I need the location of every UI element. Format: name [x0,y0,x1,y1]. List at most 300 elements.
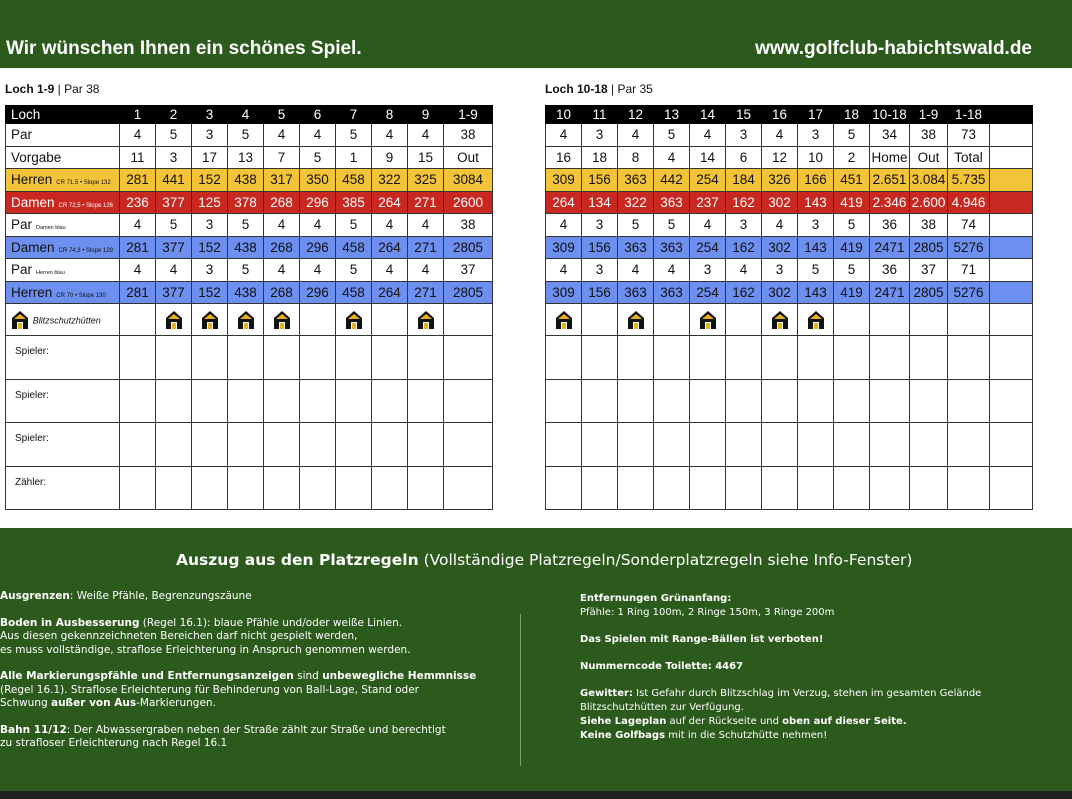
table-cell: 441 [156,169,192,192]
rule-ground-under-repair: Boden in Ausbesserung (Regel 16.1): blaue Pfähle und/oder weiße Linien. Aus diesen gekennzeichneten Bereichen darf nicht gespielt werden, es muss vollständige, straflose Erleichterung in Anspruch genommen werden. [0,616,411,656]
player-label: Spieler: [6,423,120,467]
table-cell: 143 [798,236,834,259]
score-input-cell[interactable] [546,423,582,467]
table-cell: 458 [336,236,372,259]
score-input-cell[interactable] [300,336,336,380]
player-row [546,336,1033,380]
row-sublabel: CR 72,5 • Slope 126 [58,202,113,209]
table-cell: 296 [300,236,336,259]
website-url: www.golfclub-habichtswald.de [755,38,1032,59]
table-cell: 4 [372,124,408,147]
score-input-cell[interactable] [870,466,910,510]
header-cell: 14 [690,106,726,124]
header-cell: 10-18 [870,106,910,124]
table-cell: 363 [654,191,690,214]
table-cell: 1 [336,146,372,169]
table-cell: 254 [690,169,726,192]
table-row [6,146,493,169]
score-input-cell[interactable] [654,466,690,510]
score-input-cell[interactable] [910,336,948,380]
score-input-cell[interactable] [300,466,336,510]
table-cell: 12 [762,146,798,169]
table-cell: 5 [618,214,654,237]
table-cell: 4 [300,259,336,282]
table-cell: 4 [372,259,408,282]
score-input-cell[interactable] [762,336,798,380]
row-label-text: Herren [11,172,53,188]
table-cell: 5 [156,214,192,237]
table-row [546,146,1033,169]
table-cell: 322 [372,169,408,192]
shelter-hut-icon [165,310,183,330]
table-cell: 2805 [444,236,493,259]
shelter-cell [120,304,156,336]
score-input-cell[interactable] [192,423,228,467]
score-input-cell[interactable] [156,336,192,380]
table-cell: 38 [910,214,948,237]
table-cell: 5 [834,259,870,282]
range-ball-notice: Das Spielen mit Range-Bällen ist verboten! [580,634,824,645]
table-cell [990,191,1033,214]
table-cell: 134 [582,191,618,214]
table-cell [990,214,1033,237]
score-input-cell[interactable] [228,423,264,467]
score-input-cell[interactable] [372,466,408,510]
table-cell: 2.346 [870,191,910,214]
score-input-cell[interactable] [726,466,762,510]
table-cell: 264 [372,236,408,259]
table-cell: Total [948,146,990,169]
shelter-label-cell [6,304,120,336]
shelter-hut-icon [345,310,363,330]
score-input-cell[interactable] [582,423,618,467]
score-input-cell[interactable] [192,379,228,423]
player-label: Zähler: [6,466,120,510]
row-label-text: Par [11,262,33,278]
score-input-cell[interactable] [948,423,990,467]
score-input-cell[interactable] [618,336,654,380]
table-cell: 8 [618,146,654,169]
score-input-cell[interactable] [120,379,156,423]
header-cell: 1-9 [910,106,948,124]
table-cell: 377 [156,281,192,304]
table-cell: 162 [726,281,762,304]
table-cell: 4 [690,124,726,147]
score-input-cell[interactable] [870,336,910,380]
header-row [6,106,493,124]
score-input-cell[interactable] [726,336,762,380]
table-cell: 264 [546,191,582,214]
shelter-cell [654,304,690,336]
table-cell: 4 [762,214,798,237]
table-cell: 3 [582,259,618,282]
shelter-cell [408,304,444,336]
table-cell: 4 [264,214,300,237]
table-cell: 302 [762,236,798,259]
table-cell: 296 [300,281,336,304]
shelter-cell [372,304,408,336]
table-cell [990,236,1033,259]
score-input-cell[interactable] [264,379,300,423]
score-input-cell[interactable] [690,379,726,423]
table-cell: 166 [798,169,834,192]
table-cell: 3 [762,259,798,282]
shelter-hut-icon [417,310,435,330]
score-input-cell[interactable] [870,379,910,423]
shelter-cell [192,304,228,336]
score-input-cell[interactable] [726,379,762,423]
table-row [6,259,493,282]
table-cell [990,259,1033,282]
table-cell: 4 [264,259,300,282]
shelter-hut-icon [11,310,29,330]
shelter-cell [762,304,798,336]
table-cell: 2805 [444,281,493,304]
table-cell: Out [910,146,948,169]
table-cell: 2 [834,146,870,169]
score-input-cell[interactable] [618,466,654,510]
header-cell: Loch [6,106,120,124]
header-cell [990,106,1033,124]
table-cell: 4 [546,124,582,147]
table-cell: 254 [690,236,726,259]
row-label [6,146,120,169]
table-cell: 5 [654,214,690,237]
table-cell: 3 [192,124,228,147]
table-cell: 264 [372,191,408,214]
table-cell: 438 [228,169,264,192]
table-row [546,236,1033,259]
score-input-cell[interactable] [798,466,834,510]
table-cell: 264 [372,281,408,304]
table-cell: 281 [120,169,156,192]
score-input-cell[interactable] [408,336,444,380]
table-cell: 3 [582,214,618,237]
table-cell: 73 [948,124,990,147]
score-input-cell[interactable] [120,466,156,510]
rule-out-of-bounds: Ausgrenzen: Weiße Pfähle, Begrenzungszäune [0,590,252,602]
table-cell: 5276 [948,281,990,304]
header-cell: 5 [264,106,300,124]
back-nine-scorecard [545,105,1033,510]
shelter-cell [834,304,870,336]
score-input-cell[interactable] [156,379,192,423]
score-input-cell[interactable] [910,466,948,510]
table-cell: 4 [408,214,444,237]
table-cell: 5 [156,124,192,147]
score-input-cell[interactable] [444,379,493,423]
table-cell: 18 [582,146,618,169]
player-row [6,466,493,510]
score-input-cell[interactable] [336,379,372,423]
table-cell: 9 [372,146,408,169]
table-cell: 5 [834,214,870,237]
rules-right-column [580,592,1060,743]
score-input-cell[interactable] [336,423,372,467]
table-cell: 3 [798,124,834,147]
shelter-cell [990,304,1033,336]
table-cell: 3084 [444,169,493,192]
shelter-row [6,304,493,336]
score-input-cell[interactable] [336,336,372,380]
player-row [546,466,1033,510]
table-cell: 309 [546,236,582,259]
table-cell: 419 [834,281,870,304]
column-divider [520,614,521,766]
table-cell: 363 [618,169,654,192]
shelter-row [546,304,1033,336]
score-input-cell[interactable] [192,336,228,380]
score-input-cell[interactable] [948,379,990,423]
score-input-cell[interactable] [654,423,690,467]
score-input-cell[interactable] [834,466,870,510]
score-input-cell[interactable] [444,466,493,510]
table-cell: 37 [910,259,948,282]
table-cell: 438 [228,236,264,259]
back-nine-label: Loch 10-18 | Par 35 [545,82,653,96]
table-cell: 271 [408,236,444,259]
score-input-cell[interactable] [690,336,726,380]
rules-heading: Auszug aus den Platzregeln (Vollständige Platzregeln/Sonderplatzregeln siehe Info-Fenster) [176,551,913,569]
toilet-code: Nummerncode Toilette: 4467 [580,661,744,672]
table-cell: 377 [156,191,192,214]
rule-obstructions: Alle Markierungspfähle und Entfernungsanzeigen sind unbewegliche Hemmnisse (Regel 16.1). Straflose Erleichterung für Behinderung von Ball-Lage, Stand oder Schwung außer von Aus-Markierungen. [0,670,477,709]
score-input-cell[interactable] [228,379,264,423]
header-cell: 18 [834,106,870,124]
table-cell: 4 [408,124,444,147]
table-row [6,169,493,192]
shelter-cell [228,304,264,336]
shelter-cell [156,304,192,336]
score-input-cell[interactable] [582,336,618,380]
shelter-hut-icon [273,310,291,330]
score-input-cell[interactable] [798,336,834,380]
header-cell: 10 [546,106,582,124]
score-input-cell[interactable] [834,379,870,423]
row-label [6,236,120,259]
score-input-cell[interactable] [990,379,1033,423]
player-label: Spieler: [6,336,120,380]
player-row [6,423,493,467]
table-cell: 4 [618,124,654,147]
table-cell: 3 [798,214,834,237]
table-cell: 5 [228,124,264,147]
shelter-hut-icon [201,310,219,330]
header-cell: 1 [120,106,156,124]
table-cell: 184 [726,169,762,192]
score-input-cell[interactable] [762,379,798,423]
table-cell: 3 [192,259,228,282]
row-label [6,259,120,282]
score-input-cell[interactable] [300,379,336,423]
score-input-cell[interactable] [372,423,408,467]
table-cell: 4 [726,259,762,282]
table-cell: 254 [690,281,726,304]
header-cell: 12 [618,106,654,124]
front-nine-scorecard [5,105,493,510]
score-input-cell[interactable] [228,466,264,510]
table-cell: 4 [300,124,336,147]
score-input-cell[interactable] [546,466,582,510]
table-cell: 4 [690,214,726,237]
score-input-cell[interactable] [798,379,834,423]
score-input-cell[interactable] [444,423,493,467]
table-cell: 5 [228,214,264,237]
table-cell: 34 [870,124,910,147]
score-input-cell[interactable] [120,336,156,380]
score-input-cell[interactable] [372,379,408,423]
table-cell: 5 [228,259,264,282]
table-row [6,236,493,259]
table-cell: 322 [618,191,654,214]
score-input-cell[interactable] [300,423,336,467]
table-cell: 419 [834,236,870,259]
score-input-cell[interactable] [156,466,192,510]
table-cell: 363 [618,281,654,304]
table-cell: 309 [546,169,582,192]
row-label [6,281,120,304]
table-cell: 3 [690,259,726,282]
header-cell: 15 [726,106,762,124]
header-cell: 2 [156,106,192,124]
shelter-hut-icon [555,310,573,330]
score-input-cell[interactable] [408,423,444,467]
score-input-cell[interactable] [910,423,948,467]
table-cell: 4 [120,124,156,147]
shelter-cell [690,304,726,336]
table-cell: 156 [582,169,618,192]
score-input-cell[interactable] [618,379,654,423]
table-cell: 152 [192,236,228,259]
table-cell: 125 [192,191,228,214]
shelter-cell [444,304,493,336]
table-cell: 350 [300,169,336,192]
score-input-cell[interactable] [264,336,300,380]
score-input-cell[interactable] [120,423,156,467]
table-cell: 16 [546,146,582,169]
score-input-cell[interactable] [618,423,654,467]
table-cell: 4 [654,146,690,169]
table-row [6,214,493,237]
table-cell: 268 [264,191,300,214]
score-input-cell[interactable] [228,336,264,380]
table-cell: 377 [156,236,192,259]
shelter-cell [798,304,834,336]
score-input-cell[interactable] [990,423,1033,467]
shelter-cell [870,304,910,336]
header-cell: 7 [336,106,372,124]
score-input-cell[interactable] [582,379,618,423]
score-input-cell[interactable] [192,466,228,510]
table-cell: 3 [192,214,228,237]
score-input-cell[interactable] [372,336,408,380]
score-input-cell[interactable] [948,336,990,380]
table-cell [990,124,1033,147]
table-cell: 363 [618,236,654,259]
score-input-cell[interactable] [834,423,870,467]
table-cell: 271 [408,281,444,304]
row-label [6,124,120,147]
footer-strip [0,791,1072,799]
table-cell: 4 [546,214,582,237]
table-cell: 3.084 [910,169,948,192]
table-cell: 458 [336,281,372,304]
table-cell: 326 [762,169,798,192]
score-input-cell[interactable] [546,336,582,380]
score-input-cell[interactable] [834,336,870,380]
score-input-cell[interactable] [654,336,690,380]
table-cell: 10 [798,146,834,169]
header-row [546,106,1033,124]
table-cell: 152 [192,169,228,192]
score-input-cell[interactable] [444,336,493,380]
table-cell: 363 [654,281,690,304]
table-cell: 156 [582,236,618,259]
header-cell: 17 [798,106,834,124]
row-sublabel: Herren blau [36,270,65,277]
score-input-cell[interactable] [654,379,690,423]
row-sublabel: CR 71,5 • Slope 132 [56,180,111,187]
table-cell: 4 [120,214,156,237]
score-input-cell[interactable] [336,466,372,510]
score-input-cell[interactable] [408,379,444,423]
score-input-cell[interactable] [408,466,444,510]
table-cell: 325 [408,169,444,192]
row-sublabel: Damen blau [36,225,66,232]
shelter-hut-icon [237,310,255,330]
table-cell: 38 [444,214,493,237]
score-input-cell[interactable] [762,466,798,510]
table-cell: 38 [444,124,493,147]
header-cell: 3 [192,106,228,124]
score-input-cell[interactable] [582,466,618,510]
score-input-cell[interactable] [910,379,948,423]
table-cell: 5 [336,259,372,282]
score-input-cell[interactable] [690,466,726,510]
table-row [546,214,1033,237]
page-title: Wir wünschen Ihnen ein schönes Spiel. [6,38,362,59]
score-input-cell[interactable] [726,423,762,467]
table-cell: 36 [870,259,910,282]
shelter-cell [582,304,618,336]
table-cell: 4 [762,124,798,147]
score-input-cell[interactable] [990,466,1033,510]
score-input-cell[interactable] [948,466,990,510]
score-input-cell[interactable] [990,336,1033,380]
score-input-cell[interactable] [690,423,726,467]
table-cell [990,146,1033,169]
score-input-cell[interactable] [264,423,300,467]
score-input-cell[interactable] [762,423,798,467]
score-input-cell[interactable] [798,423,834,467]
shelter-cell [300,304,336,336]
score-input-cell[interactable] [156,423,192,467]
player-label: Spieler: [6,379,120,423]
header-cell: 1-9 [444,106,493,124]
table-cell: 15 [408,146,444,169]
score-input-cell[interactable] [870,423,910,467]
table-cell: 5.735 [948,169,990,192]
table-cell: 451 [834,169,870,192]
table-cell: 2600 [444,191,493,214]
score-input-cell[interactable] [264,466,300,510]
table-cell: 14 [690,146,726,169]
score-input-cell[interactable] [546,379,582,423]
table-cell: 5 [654,124,690,147]
table-cell: 5 [834,124,870,147]
table-cell: 5276 [948,236,990,259]
table-cell: 4 [156,259,192,282]
